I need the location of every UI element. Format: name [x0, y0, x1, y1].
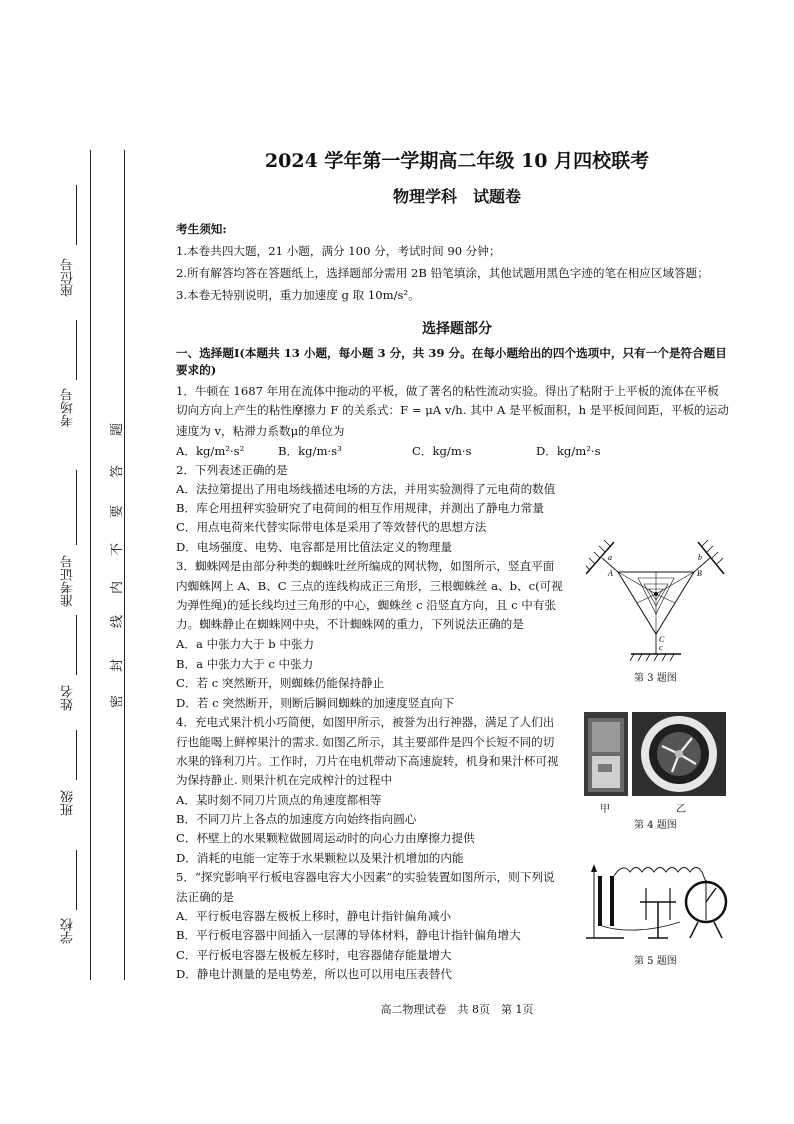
question-1-option: C．kg/m·s — [412, 444, 472, 458]
figure-label-b: b — [698, 553, 702, 562]
figure-4-label-jia: 甲 — [600, 804, 610, 815]
seal-char: 线 — [110, 614, 126, 629]
figure-4-label-yi: 乙 — [676, 804, 686, 815]
room-label: 考场号 — [61, 388, 76, 427]
seal-char: 题 — [110, 422, 126, 437]
question-3-option: B．a 中张力大于 c 中张力 — [176, 657, 314, 671]
juicer-photo-yi — [632, 712, 726, 796]
binding-line-right — [124, 150, 125, 980]
question-4-line: 为保持静止. 则果汁机在完成榨汁的过程中 — [176, 773, 393, 787]
figure-label-A: A — [608, 569, 613, 578]
question-3-option: A．a 中张力大于 b 中张力 — [176, 637, 315, 651]
seal-char: 答 — [110, 464, 126, 479]
capacitor-electroscope-figure — [580, 862, 730, 948]
figure-label-C: C — [659, 635, 665, 644]
seal-char: 要 — [110, 504, 126, 519]
question-4-line: 水果的锋利刀片。工作时，刀片在电机带动下高速旋转，机身和果汁杯可视 — [176, 754, 559, 768]
exam-title: 2024 学年第一学期高二年级 10 月四校联考 — [264, 150, 650, 172]
question-5-option: D．静电计测量的是电势差，所以也可以用电压表替代 — [176, 967, 452, 981]
section-title: 选择题部分 — [422, 321, 492, 337]
question-3-line: 力。蜘蛛静止在蜘蛛网中央，不计蜘蛛网的重力，下列说法正确的是 — [176, 617, 524, 631]
notice-item: 1.本卷共四大题，21 小题，满分 100 分，考试时间 90 分钟； — [176, 244, 501, 258]
question-3-option: D．若 c 突然断开，则断后瞬间蜘蛛的加速度竖直向下 — [176, 696, 455, 710]
question-1-line: 1．牛顿在 1687 年用在流体中拖动的平板，做了著名的粘性流动实验。得出了粘附于上平板的流体在平板 — [176, 384, 719, 398]
question-2-option: D．电场强度、电势、电容都是用比值法定义的物理量 — [176, 540, 452, 554]
spider-web-figure — [586, 536, 726, 664]
seal-char: 不 — [110, 542, 126, 557]
question-5-option: A．平行板电容器左极板上移时，静电计指针偏角减小 — [176, 909, 452, 923]
figure-3-caption: 第 3 题图 — [634, 673, 677, 684]
question-1-line: 速度为 v，粘滞力系数μ的单位为 — [176, 424, 345, 438]
question-4-option: C．杯壁上的水果颗粒做圆周运动时的向心力由摩擦力提供 — [176, 831, 475, 845]
question-2-option: A．法拉第提出了用电场线描述电场的方法，并用实验测得了元电荷的数值 — [176, 482, 556, 496]
name-blank — [76, 615, 77, 675]
name-label: 姓名 — [61, 685, 76, 711]
question-5-option: C．平行板电容器左极板左移时，电容器储存能量增大 — [176, 948, 452, 962]
class-label: 班级 — [61, 790, 76, 816]
school-blank — [76, 850, 77, 910]
question-4-option: A．某时刻不同刀片顶点的角速度都相等 — [176, 793, 382, 807]
question-4-line: 行也能喝上鲜榨果汁的需求. 如图乙所示，其主要部件是四个长短不同的切 — [176, 735, 555, 749]
seal-char: 密 — [110, 694, 126, 709]
figure-label-c: c — [659, 643, 663, 652]
ticket-label: 准考证号 — [61, 555, 76, 607]
section-instruction: 要求的) — [176, 363, 217, 377]
seal-char: 内 — [110, 580, 126, 595]
question-4-option: D．消耗的电能一定等于水果颗粒以及果汁机增加的内能 — [176, 851, 464, 865]
class-blank — [76, 730, 77, 780]
question-5-option: B．平行板电容器中间插入一层薄的导体材料，静电计指针偏角增大 — [176, 928, 521, 942]
notice-item: 2.所有解答均答在答题纸上，选择题部分需用 2B 铅笔填涂，其他试题用黑色字迹的笔在相应区域答题； — [176, 266, 709, 280]
question-4-option: B．不同刀片上各点的加速度方向始终指向圆心 — [176, 812, 417, 826]
question-2-option: C．用点电荷来代替实际带电体是采用了等效替代的思想方法 — [176, 520, 487, 534]
binding-line-left — [90, 150, 91, 980]
figure-label-a: a — [608, 553, 612, 562]
page-footer: 高二物理试卷 共 8页 第 1页 — [380, 1003, 534, 1016]
question-3-line: 3．蜘蛛网是由部分种类的蜘蛛吐丝所编成的网状物，如图所示，竖直平面 — [176, 559, 555, 573]
notice-item: 3.本卷无特别说明，重力加速度 g 取 10m/s²。 — [176, 288, 420, 302]
question-1-line: 切向方向上产生的粘性摩擦力 F 的关系式：F = μA v/h. 其中 A 是平板面积，h 是平板间间距，平板的运动 — [176, 403, 729, 417]
question-3-line: 内蜘蛛网上 A、B、C 三点的连线构成正三角形，三根蜘蛛丝 a、b、c(可视 — [176, 579, 563, 593]
question-3-line: 为弹性绳)的延长线均过三角形的中心，蜘蛛丝 c 沿竖直方向，且 c 中有张 — [176, 598, 557, 612]
exam-subtitle: 物理学科 试题卷 — [392, 187, 521, 206]
question-3-option: C．若 c 突然断开，则蜘蛛仍能保持静止 — [176, 676, 385, 690]
question-4-line: 4．充电式果汁机小巧简便，如图甲所示，被誉为出行神器，满足了人们出 — [176, 715, 555, 729]
question-1-option: D．kg/m²·s — [536, 444, 601, 458]
ticket-blank — [76, 470, 77, 545]
question-1-option: B．kg/m·s³ — [278, 444, 342, 458]
question-5-line: 5．“探究影响平行板电容器电容大小因素”的实验装置如图所示，则下列说 — [176, 870, 555, 884]
notice-heading: 考生须知: — [176, 222, 227, 236]
section-instruction: 一、选择题Ⅰ(本题共 13 小题，每小题 3 分，共 39 分。在每小题给出的四个选项中，只有一个是符合题目 — [176, 346, 727, 360]
question-1-option: A．kg/m²·s² — [176, 444, 245, 458]
figure-5-caption: 第 5 题图 — [634, 956, 677, 967]
juicer-photo-jia — [584, 712, 628, 796]
seat-label: 座位号 — [61, 258, 76, 297]
school-label: 学校 — [61, 918, 76, 944]
question-2-stem: 2．下列表述正确的是 — [176, 463, 288, 477]
question-2-option: B．库仑用扭秤实验研究了电荷间的相互作用规律，并测出了静电力常量 — [176, 501, 544, 515]
figure-4-caption: 第 4 题图 — [634, 820, 677, 831]
question-5-line: 法正确的是 — [176, 890, 234, 904]
seal-char: 封 — [110, 658, 126, 673]
figure-label-B: B — [697, 569, 702, 578]
